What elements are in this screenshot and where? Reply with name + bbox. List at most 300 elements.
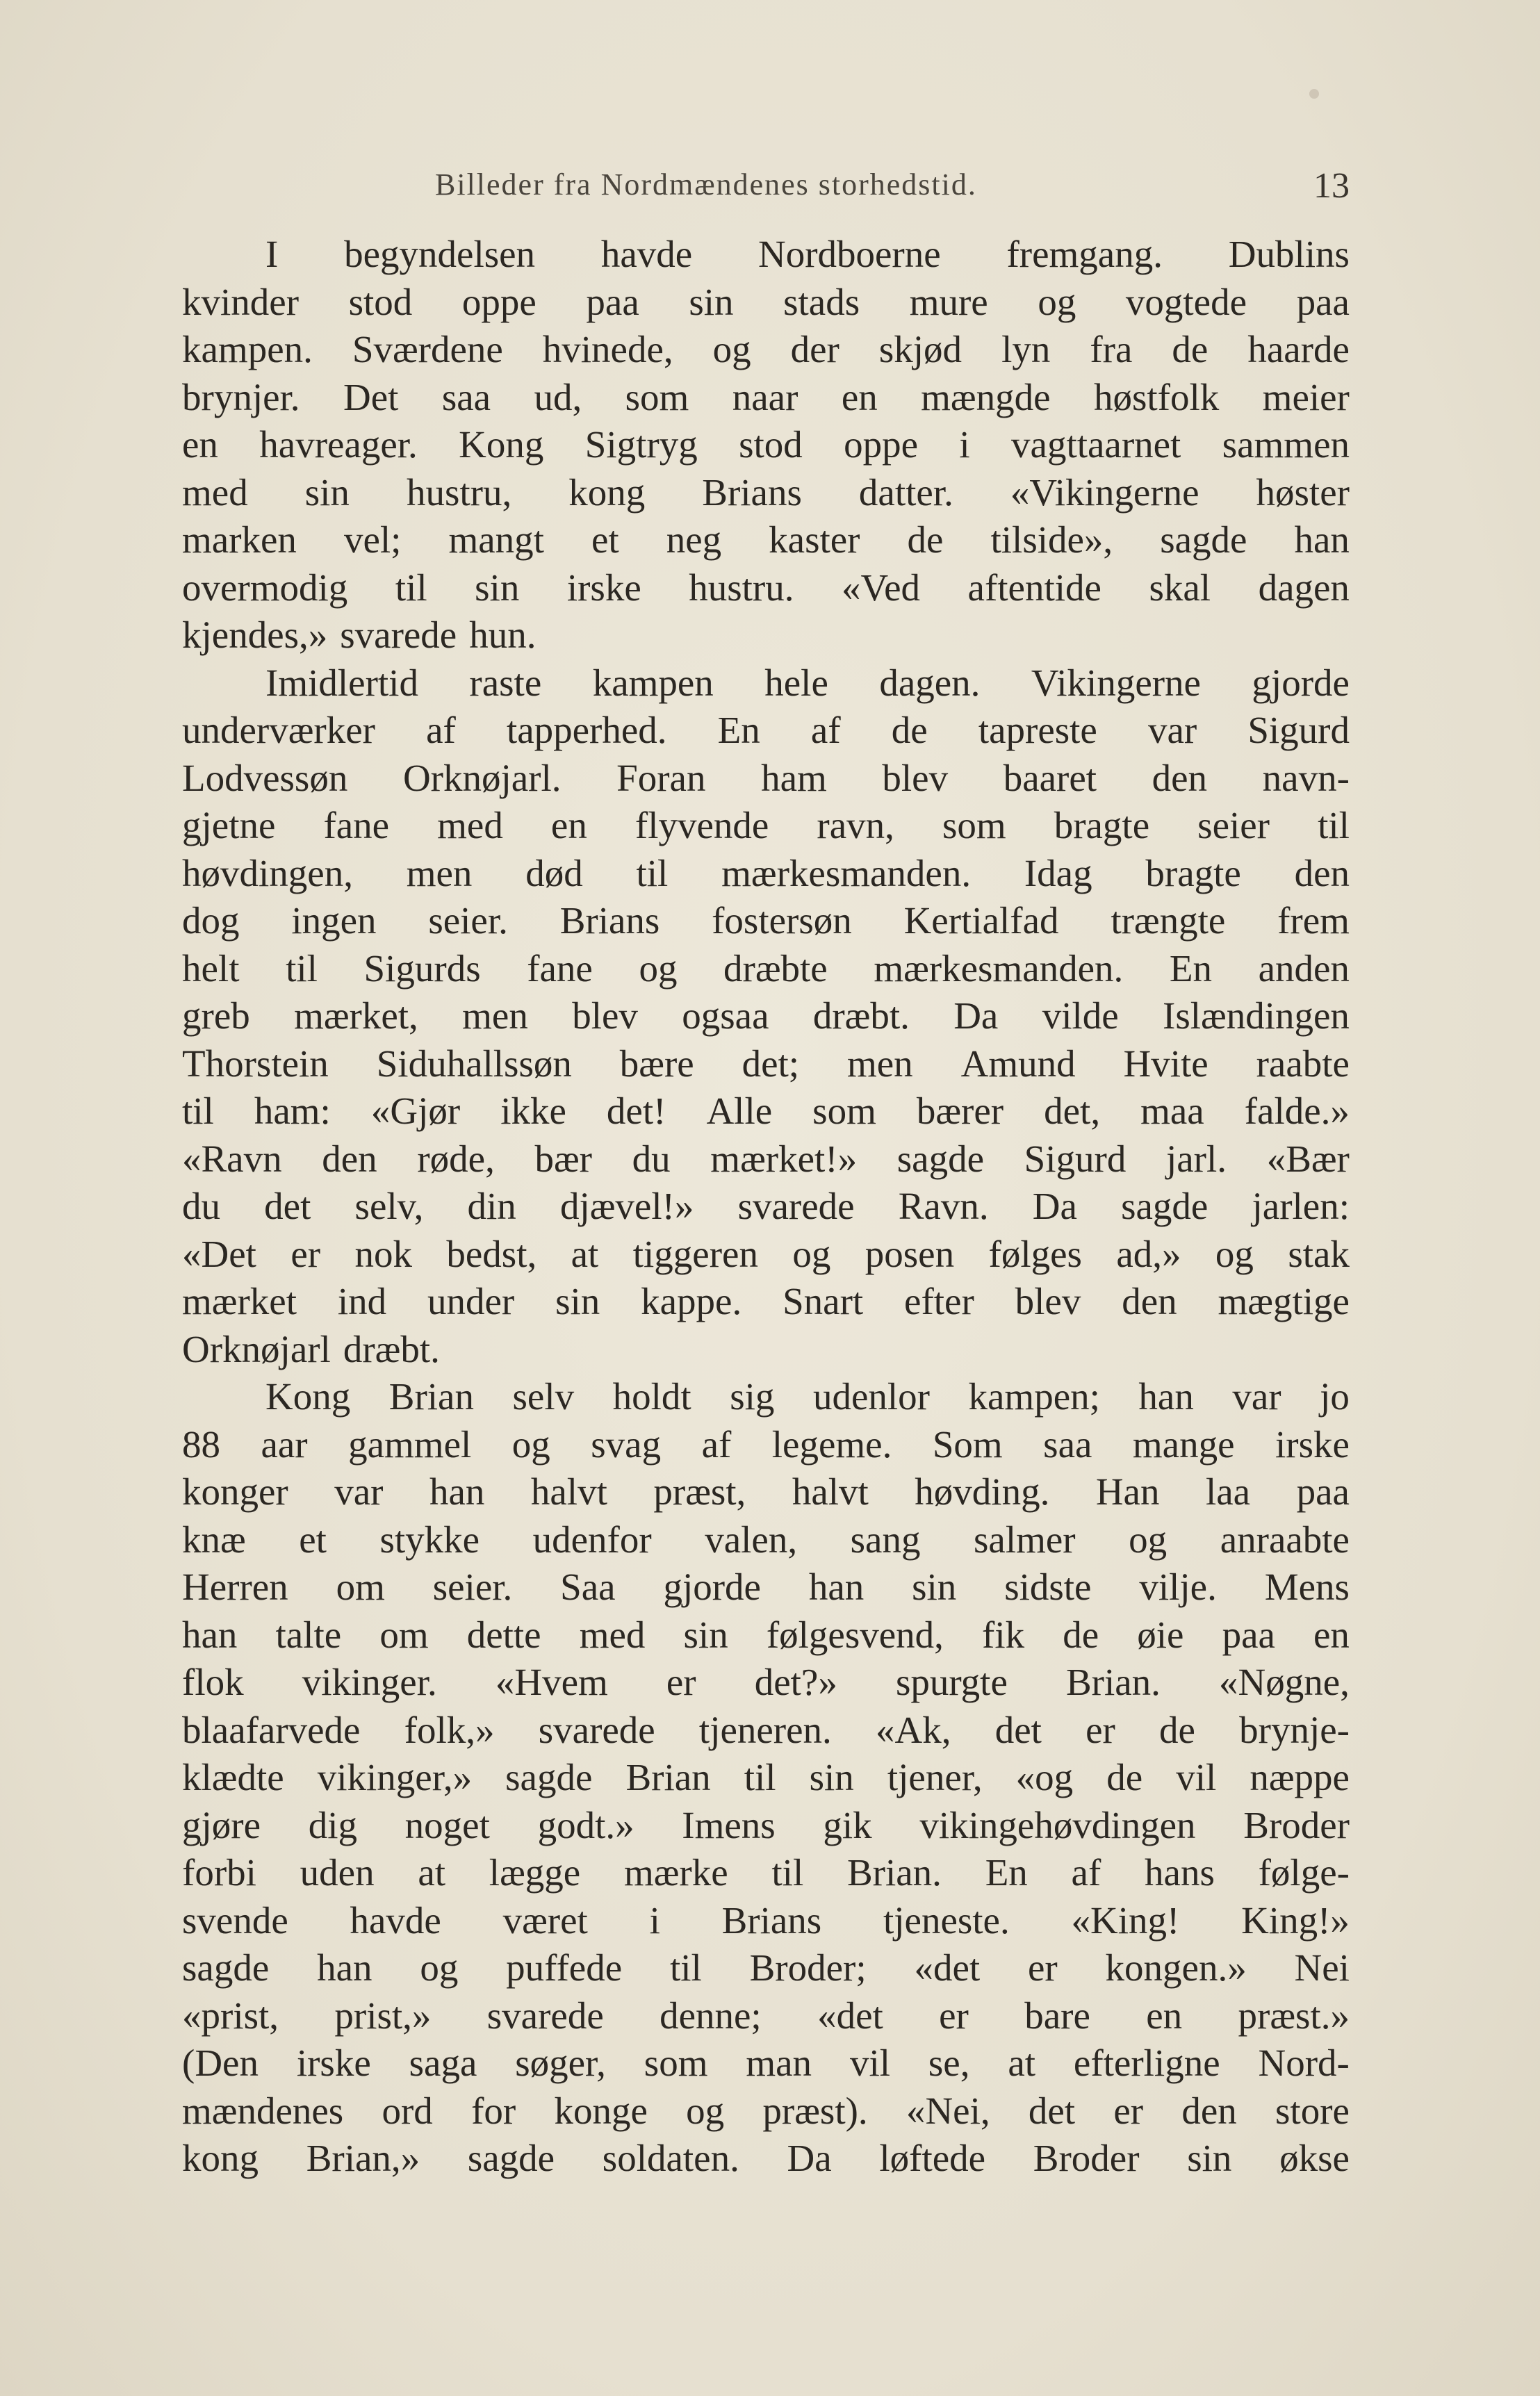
word: kappe.	[641, 1280, 742, 1322]
word: bærer	[916, 1090, 1004, 1132]
word: og	[639, 946, 678, 990]
word: mægtige	[1218, 1280, 1350, 1322]
word: ud,	[534, 375, 582, 418]
word: vikinger.	[302, 1661, 437, 1703]
word: jarlen:	[1252, 1185, 1350, 1227]
word: en	[1146, 1994, 1183, 2037]
word: præst).	[762, 2089, 868, 2132]
word: begyndelsen	[344, 233, 536, 275]
word: spurgte	[895, 1661, 1008, 1703]
word: præst.»	[1238, 1994, 1350, 2037]
word: kampen	[592, 661, 714, 704]
word: seier	[1197, 804, 1270, 846]
word: øie	[1137, 1613, 1184, 1656]
word: paa	[586, 280, 639, 323]
word: vilje.	[1139, 1566, 1217, 1608]
word: det;	[742, 1042, 800, 1085]
word: han	[429, 1470, 485, 1513]
word: En	[1169, 946, 1212, 990]
text-line	[182, 1040, 1350, 1088]
word: aftentide	[967, 566, 1101, 609]
word: fra	[1090, 328, 1133, 370]
text-line	[182, 1944, 1350, 1992]
word: «det	[817, 1994, 883, 2037]
text-line	[182, 1183, 1350, 1231]
word: djævel!»	[559, 1185, 694, 1227]
word: 88	[182, 1422, 220, 1466]
word: «Hvem	[495, 1661, 608, 1703]
word: lyn	[1001, 328, 1051, 370]
text-line	[182, 1659, 1350, 1707]
word: præst,	[653, 1470, 746, 1513]
word: ham:	[254, 1090, 331, 1132]
word: det?»	[754, 1661, 837, 1703]
word: under	[427, 1280, 515, 1322]
word: sin	[475, 566, 520, 609]
word: Kong	[265, 1375, 351, 1418]
word: hustru,	[406, 470, 512, 514]
word: men	[846, 1042, 913, 1085]
word: høvding.	[915, 1470, 1050, 1513]
word: Som	[932, 1422, 1003, 1466]
word: Orknøjarl	[182, 1327, 331, 1370]
word: ind	[337, 1280, 387, 1322]
word: blev	[1015, 1280, 1081, 1322]
word: de	[907, 518, 944, 561]
word: til	[636, 851, 669, 894]
word: Nordboerne	[757, 233, 941, 275]
word: følge-	[1258, 1851, 1350, 1894]
word: Da	[1032, 1185, 1077, 1227]
word: blev	[882, 756, 949, 799]
word: af	[701, 1422, 732, 1466]
word: sagde	[1160, 518, 1247, 561]
word: Idag	[1024, 851, 1092, 894]
word: svarede	[737, 1185, 855, 1227]
word: denne;	[660, 1994, 762, 2037]
word: klædte	[182, 1756, 284, 1798]
word: Herren	[182, 1566, 288, 1608]
word: Orknøjarl.	[402, 756, 562, 799]
word: svende	[182, 1898, 288, 1942]
word: Brian	[388, 1375, 474, 1418]
word: den	[1122, 1280, 1177, 1322]
word: bragte	[1054, 804, 1150, 846]
text-line	[182, 1135, 1350, 1183]
word: ham	[761, 756, 827, 799]
word: «King!	[1071, 1898, 1180, 1942]
word: holdt	[612, 1375, 691, 1418]
word: neg	[666, 518, 722, 561]
word: høster	[1256, 470, 1350, 514]
word: mærket!»	[710, 1137, 858, 1180]
word: puffede	[506, 1946, 623, 1989]
word: ogsaa	[682, 994, 769, 1037]
word: trængte	[1111, 899, 1226, 942]
word: en	[1313, 1613, 1350, 1656]
word: nok	[354, 1232, 412, 1275]
word: En	[717, 709, 760, 751]
word: Saa	[560, 1566, 616, 1608]
word: Da	[953, 994, 999, 1037]
word: seier.	[432, 1566, 513, 1608]
word: og	[712, 328, 751, 370]
word: en	[841, 375, 878, 418]
word: gjorde	[663, 1566, 761, 1608]
word: svarede	[340, 614, 457, 656]
word: vikinger,»	[317, 1756, 473, 1798]
text-line	[182, 374, 1350, 422]
word: Imens	[682, 1803, 776, 1846]
word: gammel	[348, 1422, 472, 1466]
word: saga	[409, 2042, 477, 2084]
word: kampen;	[968, 1375, 1100, 1418]
word: en	[182, 423, 218, 466]
word: Broder	[1033, 2137, 1140, 2179]
word: den	[1294, 851, 1350, 894]
word: mærket,	[294, 994, 418, 1037]
word: sagde	[1121, 1185, 1209, 1227]
word: fremgang.	[1006, 233, 1163, 275]
word: hele	[764, 661, 828, 704]
word: de	[1106, 1756, 1143, 1798]
word: saa	[1043, 1422, 1092, 1466]
word: Amund	[960, 1042, 1076, 1085]
word: Kong	[459, 423, 544, 466]
word: ravn,	[817, 804, 894, 846]
word: hustru.	[689, 566, 794, 609]
word: som	[644, 2042, 708, 2084]
text-line	[182, 1611, 1350, 1659]
word: (Den	[182, 2042, 259, 2084]
word: fostersøn	[712, 899, 852, 942]
word: følges	[988, 1232, 1082, 1275]
word: sig	[730, 1375, 775, 1418]
word: mærkesmanden.	[874, 946, 1124, 990]
word: soldaten.	[602, 2137, 739, 2179]
word: paa	[1296, 1470, 1350, 1513]
word: den	[1152, 756, 1208, 799]
word: er	[1027, 1946, 1058, 1989]
word: blaafarvede	[182, 1708, 361, 1751]
word: med	[579, 1613, 646, 1656]
word: til	[1318, 804, 1350, 846]
word: aar	[261, 1422, 308, 1466]
word: høstfolk	[1093, 375, 1220, 418]
word: Brian	[625, 1756, 711, 1798]
word: Alle	[706, 1090, 773, 1132]
word: til	[182, 1090, 214, 1132]
word: røde,	[417, 1137, 495, 1180]
word: af	[1071, 1851, 1101, 1894]
word: at	[1008, 2042, 1036, 2084]
paragraph	[182, 1373, 1350, 2183]
word: sin	[912, 1566, 957, 1608]
word: Brian.	[1065, 1661, 1161, 1703]
text-line	[182, 1849, 1350, 1897]
word: fane	[323, 804, 390, 846]
word: Brians	[702, 470, 802, 514]
word: og	[420, 1946, 459, 1989]
word: baaret	[1003, 756, 1097, 799]
word: anraabte	[1220, 1518, 1350, 1561]
word: falde.»	[1244, 1090, 1350, 1132]
text-line	[182, 612, 1350, 659]
word: gjetne	[182, 804, 276, 846]
word: sin	[689, 280, 734, 323]
word: «Bær	[1266, 1137, 1350, 1180]
word: brynjer.	[182, 375, 300, 418]
word: vikingehøvdingen	[919, 1803, 1196, 1846]
word: din	[467, 1185, 516, 1227]
word: vel;	[343, 518, 402, 561]
word: sin	[1187, 2137, 1232, 2179]
word: søger,	[515, 2042, 606, 2084]
word: paa	[1296, 280, 1350, 323]
word: følgesvend,	[766, 1613, 944, 1656]
word: store	[1275, 2089, 1350, 2132]
word: som	[942, 804, 1006, 846]
word: sidste	[1004, 1566, 1092, 1608]
word: forbi	[182, 1851, 256, 1894]
word: at	[571, 1232, 599, 1275]
word: Vikingerne	[1031, 661, 1201, 704]
word: af	[810, 709, 841, 751]
paragraph	[182, 659, 1350, 1374]
text-line	[182, 1468, 1350, 1516]
word: man	[746, 2042, 812, 2084]
word: været	[502, 1898, 588, 1942]
word: Da	[787, 2137, 832, 2179]
text-line	[182, 1992, 1350, 2040]
word: høvdingen,	[182, 851, 353, 894]
word: «Ved	[842, 566, 921, 609]
word: dræbt.	[812, 994, 910, 1037]
text-line	[182, 1897, 1350, 1945]
word: meier	[1262, 375, 1350, 418]
word: til	[744, 1756, 776, 1798]
word: i	[959, 423, 970, 466]
word: mangt	[448, 518, 544, 561]
word: kjendes,»	[182, 614, 328, 656]
word: halvt	[792, 1470, 869, 1513]
word: om	[336, 1566, 385, 1608]
word: og	[1038, 280, 1076, 323]
word: greb	[182, 994, 250, 1037]
word: Brian.	[846, 1851, 942, 1894]
word: anden	[1258, 946, 1350, 990]
word: sin	[304, 470, 350, 514]
word: som	[812, 1090, 876, 1132]
word: et	[591, 518, 619, 561]
text-line	[182, 945, 1350, 993]
word: brynje-	[1239, 1708, 1350, 1751]
word: lægge	[489, 1851, 581, 1894]
word: «Nei,	[906, 2089, 990, 2132]
word: det!	[606, 1090, 666, 1132]
word: Islændingen	[1163, 994, 1350, 1037]
word: Lodvessøn	[182, 756, 348, 799]
text-line	[182, 1564, 1350, 1611]
text-line	[182, 897, 1350, 945]
word: tiggeren	[632, 1232, 758, 1275]
word: og	[511, 1422, 550, 1466]
text-line	[182, 2087, 1350, 2135]
word: Nord-	[1258, 2042, 1350, 2084]
word: godt.»	[537, 1803, 634, 1846]
word: «prist,	[182, 1994, 279, 2037]
word: «Vikingerne	[1010, 470, 1199, 514]
word: de	[1159, 1708, 1195, 1751]
word: konger	[182, 1470, 288, 1513]
word: irske	[296, 2042, 371, 2084]
word: kampen.	[182, 328, 313, 370]
word: hun.	[469, 614, 536, 656]
word: bare	[1024, 1994, 1090, 2037]
word: gik	[823, 1803, 872, 1846]
word: fik	[982, 1613, 1025, 1656]
word: irske	[1275, 1422, 1350, 1466]
word: maa	[1140, 1090, 1204, 1132]
word: sagde	[505, 1756, 593, 1798]
word: mærket	[182, 1280, 297, 1322]
word: kong	[182, 2137, 259, 2179]
word: Kertialfad	[903, 899, 1059, 942]
word: mærkesmanden.	[721, 851, 972, 894]
word: mure	[909, 280, 988, 323]
word: Brians	[721, 1898, 822, 1942]
word: sin	[809, 1756, 854, 1798]
word: uden	[300, 1851, 375, 1894]
word: En	[985, 1851, 1028, 1894]
word: Thorstein	[182, 1042, 329, 1085]
word: navn-	[1262, 756, 1350, 799]
word: og	[1215, 1232, 1254, 1275]
text-line	[182, 279, 1350, 327]
text-line	[182, 326, 1350, 374]
word: overmodig	[182, 566, 348, 609]
word: King!»	[1241, 1898, 1350, 1942]
word: er	[939, 1994, 969, 2037]
word: Foran	[616, 756, 706, 799]
word: dog	[182, 899, 240, 942]
word: en	[550, 804, 587, 846]
word: han	[182, 1613, 238, 1656]
word: knæ	[182, 1518, 246, 1561]
word: er	[666, 1661, 696, 1703]
text-line	[182, 2040, 1350, 2087]
word: sagde	[182, 1946, 270, 1989]
text-line	[182, 707, 1350, 755]
word: skal	[1149, 566, 1211, 609]
word: Broder	[1243, 1803, 1350, 1846]
text-line	[182, 231, 1350, 279]
word: Snart	[783, 1280, 864, 1322]
word: marken	[182, 518, 297, 561]
word: fane	[527, 946, 593, 990]
text-line	[182, 755, 1350, 803]
word: og	[1129, 1518, 1168, 1561]
word: stads	[783, 280, 860, 323]
word: Nei	[1294, 1946, 1350, 1989]
word: det	[1028, 2089, 1076, 2132]
word: det	[994, 1708, 1042, 1751]
word: mange	[1132, 1422, 1235, 1466]
word: vilde	[1042, 994, 1119, 1037]
word: noget	[404, 1803, 490, 1846]
word: udenlor	[812, 1375, 930, 1418]
word: Brians	[559, 899, 660, 942]
word: ord	[382, 2089, 433, 2132]
word: talte	[275, 1613, 342, 1656]
word: konge	[554, 2089, 648, 2132]
word: med	[437, 804, 503, 846]
word: dagen	[1258, 566, 1350, 609]
word: vagttaarnet	[1011, 423, 1181, 466]
word: valen,	[705, 1518, 798, 1561]
text-line	[182, 1516, 1350, 1564]
word: kaster	[769, 518, 860, 561]
word: sagde	[467, 2137, 555, 2179]
word: tjeneste.	[883, 1898, 1010, 1942]
word: underværker	[182, 709, 375, 751]
word: havde	[350, 1898, 441, 1942]
word: til	[771, 1851, 804, 1894]
word: ad,»	[1116, 1232, 1181, 1275]
word: til	[395, 566, 427, 609]
word: dagen.	[879, 661, 981, 704]
word: efterligne	[1073, 2042, 1220, 2084]
word: han	[808, 1566, 865, 1608]
word: han	[1294, 518, 1350, 561]
word: bære	[619, 1042, 694, 1085]
word: den	[1181, 2089, 1237, 2132]
paragraph	[182, 231, 1350, 659]
word: var	[334, 1470, 384, 1513]
word: flyvende	[634, 804, 769, 846]
word: sin	[683, 1613, 728, 1656]
word: bær	[534, 1137, 592, 1180]
text-line	[182, 564, 1350, 612]
text-line	[182, 516, 1350, 564]
word: salmer	[974, 1518, 1076, 1561]
paper-speck	[1309, 89, 1319, 99]
word: men	[406, 851, 473, 894]
word: «Ravn	[182, 1137, 282, 1180]
word: dræbt.	[343, 1327, 440, 1370]
word: naar	[732, 375, 798, 418]
word: «det	[914, 1946, 981, 1989]
word: Sigurd	[1024, 1137, 1127, 1180]
word: irske	[566, 566, 641, 609]
word: helt	[182, 946, 240, 990]
word: næppe	[1250, 1756, 1350, 1798]
word: ingen	[291, 899, 377, 942]
word: bragte	[1145, 851, 1241, 894]
word: tilside»,	[990, 518, 1113, 561]
word: Broder;	[749, 1946, 867, 1989]
word: hans	[1145, 1851, 1215, 1894]
word: er	[1086, 1708, 1115, 1751]
word: blev	[572, 994, 638, 1037]
text-line	[182, 2135, 1350, 2183]
word: Sigtryg	[584, 423, 698, 466]
word: stykke	[379, 1518, 480, 1561]
word: han	[1138, 1375, 1194, 1418]
word: du	[182, 1185, 220, 1227]
word: vil	[849, 2042, 890, 2084]
word: paa	[1222, 1613, 1275, 1656]
